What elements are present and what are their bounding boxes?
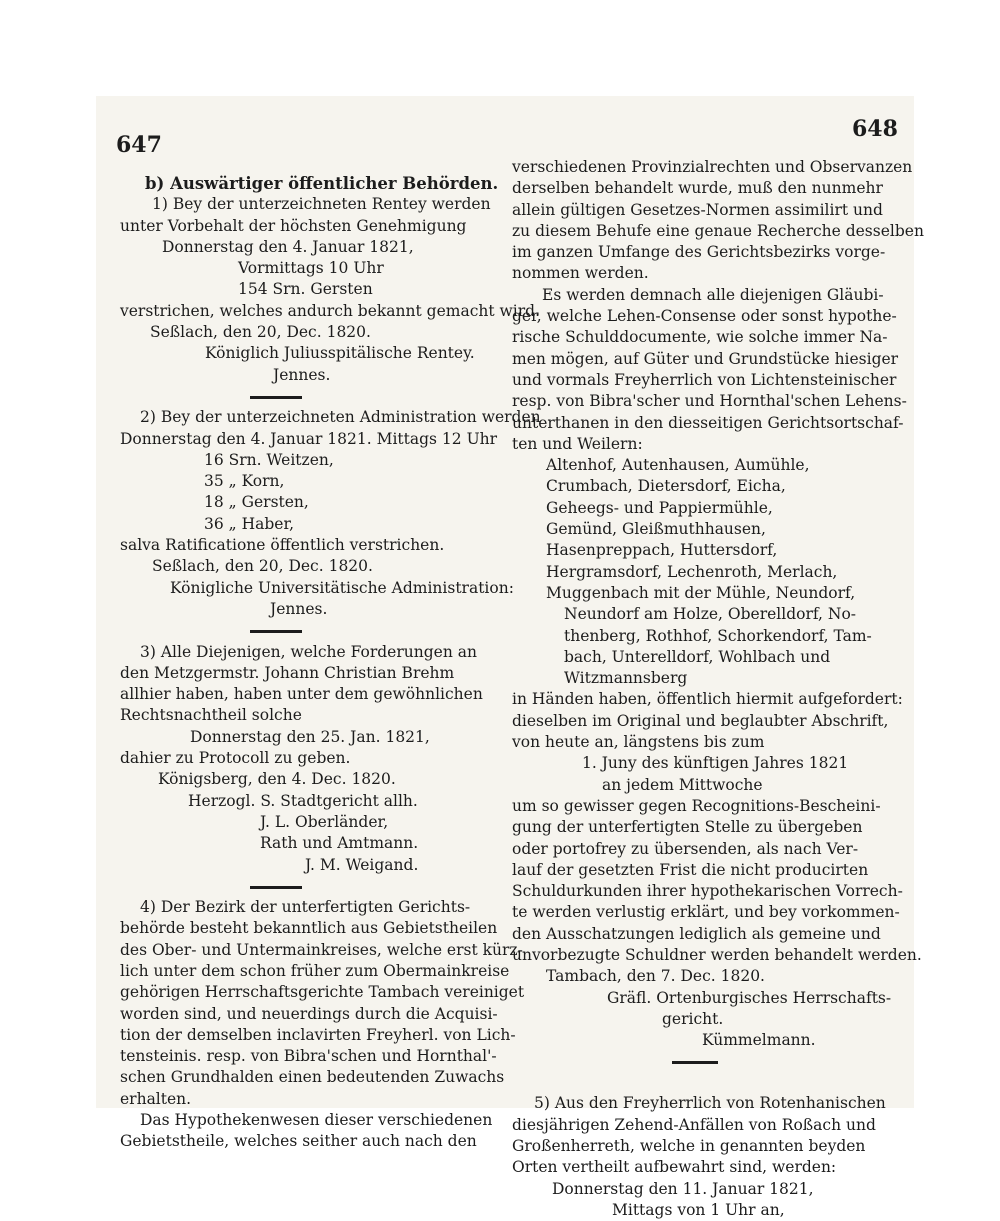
notice-line: gericht.: [662, 1009, 724, 1028]
notice-line: 4) Der Bezirk der unterfertigten Gerichts-: [140, 898, 471, 917]
notice-line: Gebietstheile, welches seither auch nach den: [120, 1132, 477, 1151]
notice-line: Donnerstag den 11. Januar 1821,: [552, 1179, 814, 1198]
notice-3: [120, 642, 500, 876]
notice-line: 154 Srn. Gersten: [238, 280, 373, 299]
notice-line: Rechtsnachtheil solche: [120, 706, 302, 725]
notice-line: men mögen, auf Güter und Grundstücke hiesiger: [512, 349, 899, 368]
notice-line: an jedem Mittwoche: [602, 775, 763, 794]
notice-line: te werden verlustig erklärt, und bey vorkommen-: [512, 903, 900, 922]
notice-line: des Ober- und Untermainkreises, welche erst kürz-: [120, 940, 523, 959]
notice-line: Jennes.: [270, 599, 328, 618]
place-name-line: bach, Unterelldorf, Wohlbach und: [564, 647, 831, 666]
notice-line: 5) Aus den Freyherrlich von Rotenhanischen: [534, 1094, 886, 1113]
place-name-line: Witzmannsberg: [564, 669, 688, 688]
notice-1: [120, 194, 540, 386]
notice-line: derselben behandelt wurde, muß den nunmehr: [512, 179, 883, 198]
notice-line: Orten vertheilt aufbewahrt sind, werden:: [512, 1158, 837, 1177]
notice-line: verstrichen, welches andurch bekannt gemacht wird.: [120, 301, 540, 320]
separator-rule: [120, 876, 500, 897]
notice-line: Donnerstag den 4. Januar 1821. Mittags 12 Uhr: [120, 429, 498, 448]
notice-line: resp. von Bibra'scher und Hornthal'schen Lehens-: [512, 392, 907, 411]
notice-line: Vormittags 10 Uhr: [238, 259, 384, 278]
notice-line: nommen werden.: [512, 264, 649, 283]
notice-line: gung der unterfertigten Stelle zu übergeben: [512, 818, 863, 837]
notice-line: von heute an, längstens bis zum: [512, 733, 765, 752]
notice-line: Jennes.: [273, 365, 331, 384]
notice-line: erhalten.: [120, 1089, 192, 1108]
notice-line: ten und Weilern:: [512, 434, 643, 453]
notice-line: 2) Bey der unterzeichneten Administration werden: [140, 408, 541, 427]
notice-5: [512, 1093, 892, 1221]
notice-line: schen Grundhalden einen bedeutenden Zuwachs: [120, 1068, 505, 1087]
place-name-line: Crumbach, Dietersdorf, Eicha,: [546, 477, 786, 496]
place-name-line: Muggenbach mit der Mühle, Neundorf,: [546, 583, 856, 602]
notice-line: verschiedenen Provinzialrechten und Observanzen: [512, 158, 913, 176]
notice-line: 1. Juny des künftigen Jahres 1821: [582, 754, 849, 773]
notice-line: behörde besteht bekanntlich aus Gebietstheilen: [120, 919, 498, 938]
notice-line: Donnerstag den 25. Jan. 1821,: [190, 727, 430, 746]
notice-line: und vormals Freyherrlich von Lichtensteinischer: [512, 370, 897, 389]
notice-line: allein gültigen Gesetzes-Normen assimilirt und: [512, 200, 883, 219]
notice-line: ger, welche Lehen-Consense oder sonst hypothe-: [512, 307, 897, 326]
notice-line: in Händen haben, öffentlich hiermit aufgefordert:: [512, 690, 903, 709]
notice-line: 18 „ Gersten,: [204, 493, 309, 512]
notice-line: Kümmelmann.: [702, 1031, 816, 1050]
notice-line: dahier zu Protocoll zu geben.: [120, 749, 351, 768]
place-name-line: Hasenpreppach, Huttersdorf,: [546, 541, 778, 560]
notice-line: Das Hypothekenwesen dieser verschiedenen: [140, 1111, 493, 1130]
notice-line: 35 „ Korn,: [204, 472, 285, 491]
notice-line: Tambach, den 7. Dec. 1820.: [546, 967, 765, 986]
notice-line: Rath und Amtmann.: [260, 834, 419, 853]
notice-line: Seßlach, den 20, Dec. 1820.: [150, 323, 371, 342]
page-number-left: 647: [116, 132, 162, 158]
notice-line: den Ausschatzungen lediglich als gemeine und: [512, 924, 881, 943]
notice-line: diesjährigen Zehend-Anfällen von Roßach und: [512, 1115, 876, 1134]
notice-line: gehörigen Herrschaftsgerichte Tambach vereiniget: [120, 983, 525, 1002]
section-heading: b) Auswärtiger öffentlicher Behörden.: [145, 174, 499, 193]
notice-4-continued: [512, 157, 924, 1051]
page-number-right: 648: [852, 116, 898, 142]
notice-line: J. M. Weigand.: [305, 855, 419, 874]
notice-line: 1) Bey der unterzeichneten Rentey werden: [152, 195, 491, 214]
place-name-line: Geheegs- und Pappiermühle,: [546, 498, 773, 517]
place-name-line: Neundorf am Holze, Oberelldorf, No-: [564, 605, 857, 624]
notice-line: unvorbezugte Schuldner werden behandelt werden.: [512, 945, 922, 964]
notice-line: allhier haben, haben unter dem gewöhnlichen: [120, 685, 483, 704]
notice-line: tion der demselben inclavirten Freyherl. von Lich-: [120, 1025, 516, 1044]
place-name-line: Altenhof, Autenhausen, Aumühle,: [546, 456, 810, 475]
notice-line: um so gewisser gegen Recognitions-Bescheini-: [512, 796, 881, 815]
notice-line: oder portofrey zu übersenden, als nach Ver-: [512, 839, 859, 858]
notice-line: Mittags von 1 Uhr an,: [612, 1200, 785, 1219]
separator-rule: [512, 1051, 892, 1093]
notice-line: Gräfl. Ortenburgisches Herrschafts-: [607, 988, 892, 1007]
place-name-line: Hergramsdorf, Lechenroth, Merlach,: [546, 562, 838, 581]
notice-line: Königsberg, den 4. Dec. 1820.: [158, 770, 396, 789]
place-name-line: thenberg, Rothhof, Schorkendorf, Tam-: [564, 626, 872, 645]
notice-line: tensteinis. resp. von Bibra'schen und Hornthal'-: [120, 1047, 497, 1066]
notice-line: Donnerstag den 4. Januar 1821,: [162, 237, 414, 256]
notice-line: rische Schulddocumente, wie solche immer Na-: [512, 328, 888, 347]
notice-line: Königlich Juliusspitälische Rentey.: [205, 344, 475, 363]
notice-line: Schuldurkunden ihrer hypothekarischen Vorrech-: [512, 882, 903, 901]
notice-line: worden sind, und neuerdings durch die Acquisi-: [120, 1004, 498, 1023]
notice-line: unter Vorbehalt der höchsten Genehmigung: [120, 216, 467, 235]
place-name-line: Gemünd, Gleißmuthhausen,: [546, 520, 766, 539]
notice-line: salva Ratificatione öffentlich verstrichen.: [120, 536, 445, 555]
notice-line: dieselben im Original und beglaubter Abschrift,: [512, 711, 889, 730]
notice-line: Großenherreth, welche in genannten beyden: [512, 1137, 866, 1156]
right-column: [512, 157, 924, 1221]
notice-line: im ganzen Umfange des Gerichtsbezirks vorge-: [512, 243, 886, 262]
notice-line: 3) Alle Diejenigen, welche Forderungen an: [140, 642, 477, 661]
notice-line: lich unter dem schon früher zum Obermainkreise: [120, 961, 510, 980]
notice-line: den Metzgermstr. Johann Christian Brehm: [120, 663, 455, 682]
left-column: [120, 173, 541, 1153]
notice-line: unterthanen in den diesseitigen Gerichtsortschaf-: [512, 413, 904, 432]
separator-rule: [120, 386, 500, 407]
notice-2: [120, 407, 541, 620]
separator-rule: [120, 620, 500, 641]
notice-line: lauf der gesetzten Frist die nicht producirten: [512, 860, 869, 879]
notice-line: Herzogl. S. Stadtgericht allh.: [188, 791, 418, 810]
notice-line: zu diesem Behufe eine genaue Recherche desselben: [512, 221, 924, 240]
notice-line: Seßlach, den 20, Dec. 1820.: [152, 557, 373, 576]
notice-line: 36 „ Haber,: [204, 514, 295, 533]
notice-line: J. L. Oberländer,: [260, 812, 389, 831]
notice-line: 16 Srn. Weitzen,: [204, 450, 334, 469]
notice-4: [120, 897, 525, 1153]
notice-line: Es werden demnach alle diejenigen Gläubi-: [542, 285, 884, 304]
notice-line: Königliche Universitätische Administration:: [170, 578, 514, 597]
